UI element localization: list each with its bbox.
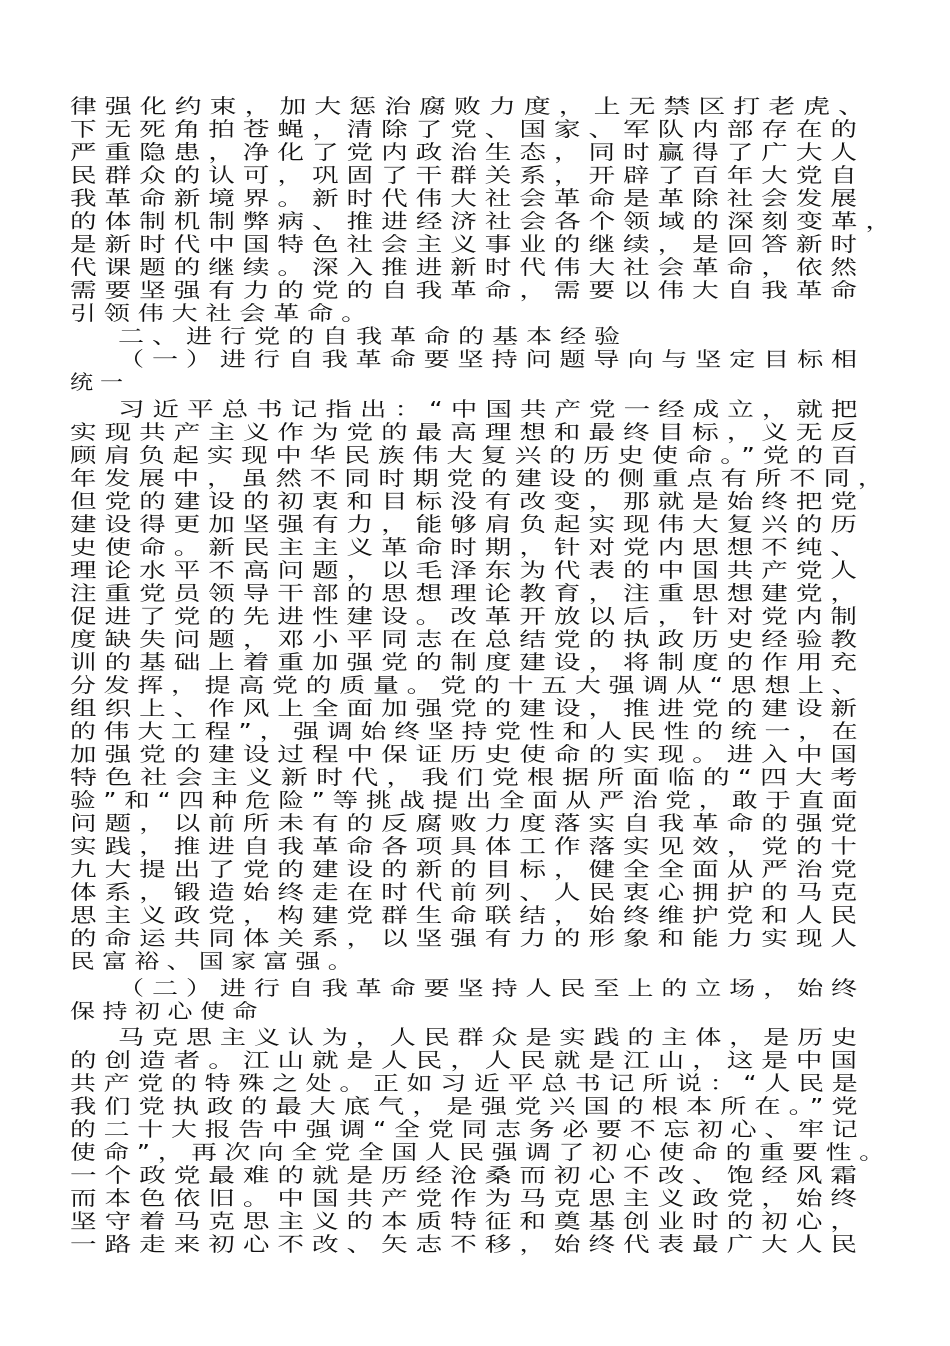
text-line: 建设得更加坚强有力，能够肩负起实现伟大复兴的历 — [70, 512, 865, 536]
text-line: 的伟大工程”，强调始终坚持党性和人民性的统一，在 — [70, 719, 866, 743]
text-line: 思主义政党，构建党群生命联结，始终维护党和人民 — [70, 903, 865, 927]
text-line: 的体制机制弊病、推进经济社会各个领域的深刻变革， — [70, 209, 900, 233]
text-line: 共产党的特殊之处。正如习近平总书记所说：“人民是 — [70, 1071, 866, 1095]
text-line: 我革命新境界。新时代伟大社会革命是革除社会发展 — [70, 186, 865, 210]
text-line: 度缺失问题，邓小平同志在总结党的执政历史经验教 — [70, 627, 865, 651]
subsection-heading: 保持初心使命 — [70, 999, 265, 1023]
text-line: 一个政党最难的就是历经沧桑而初心不改、饱经风霜 — [70, 1163, 865, 1187]
text-line: 组织上、作风上全面加强党的建设，推进党的建设新 — [70, 696, 865, 720]
text-line: 的命运共同体关系，以坚强有力的形象和能力实现人 — [70, 926, 865, 950]
text-line: 顾肩负起实现中华民族伟大复兴的历史使命。”党的百 — [70, 443, 866, 467]
text-line: 的创造者。江山就是人民，人民就是江山，这是中国 — [70, 1048, 865, 1072]
subsection-heading: （二）进行自我革命要坚持人民至上的立场，始终 — [118, 976, 865, 1000]
text-line: 一路走来初心不改、矢志不移，始终代表最广大人民 — [70, 1232, 865, 1256]
text-line: 注重党员领导干部的思想理论教育，注重思想建党， — [70, 581, 865, 605]
text-line: 九大提出了党的建设的新的目标，健全全面从严治党 — [70, 857, 865, 881]
text-line: 民富裕、国家富强。 — [70, 949, 360, 973]
section-heading: 二、进行党的自我革命的基本经验 — [118, 324, 628, 348]
text-line: 体系，锻造始终走在时代前列、人民衷心拥护的马克 — [70, 880, 865, 904]
text-line: 年发展中，虽然不同时期党的建设的侧重点有所不同， — [70, 466, 892, 490]
text-line: 加强党的建设过程中保证历史使命的实现。进入中国 — [70, 742, 865, 766]
text-line: 分发挥，提高党的质量。党的十五大强调从“思想上、 — [70, 673, 866, 697]
text-line: 实现共产主义作为党的最高理想和最终目标，义无反 — [70, 420, 865, 444]
text-line: 代课题的继续。深入推进新时代伟大社会革命，依然 — [70, 255, 865, 279]
text-line: 的二十大报告中强调“全党同志务必要不忘初心、牢记 — [70, 1117, 866, 1141]
text-line: 下无死角拍苍蝇，清除了党、国家、军队内部存在的 — [70, 117, 865, 141]
text-line: 我们党执政的最大底气，是强党兴国的根本所在。”党 — [70, 1094, 866, 1118]
text-line: 验”和“四种危险”等挑战提出全面从严治党，敢于直面 — [70, 788, 866, 812]
text-line: 引领伟大社会革命。 — [70, 301, 375, 325]
text-line: 问题，以前所未有的反腐败力度落实自我革命的强党 — [70, 811, 865, 835]
subsection-heading: 统一 — [70, 370, 130, 394]
text-line: 但党的建设的初衷和目标没有改变，那就是始终把党 — [70, 489, 865, 513]
text-line: 马克思主义认为，人民群众是实践的主体，是历史 — [118, 1025, 865, 1049]
subsection-heading: （一）进行自我革命要坚持问题导向与坚定目标相 — [118, 347, 865, 371]
text-line: 严重隐患，净化了党内政治生态，同时赢得了广大人 — [70, 140, 865, 164]
text-line: 坚守着马克思主义的本质特征和奠基创业时的初心， — [70, 1209, 865, 1233]
text-line: 促进了党的先进性建设。改革开放以后，针对党内制 — [70, 604, 865, 628]
text-line: 律强化约束，加大惩治腐败力度，上无禁区打老虎、 — [70, 94, 873, 118]
text-line: 特色社会主义新时代，我们党根据所面临的“四大考 — [70, 765, 866, 789]
text-line: 史使命。新民主主义革命时期，针对党内思想不纯、 — [70, 535, 865, 559]
text-line: 习近平总书记指出：“中国共产党一经成立，就把 — [118, 397, 866, 421]
text-line: 训的基础上着重加强党的制度建设，将制度的作用充 — [70, 650, 865, 674]
text-line: 实践，推进自我革命各项具体工作落实见效，党的十 — [70, 834, 865, 858]
text-line: 使命”，再次向全党全国人民强调了初心使命的重要性。 — [70, 1140, 893, 1164]
text-line: 是新时代中国特色社会主义事业的继续，是回答新时 — [70, 232, 865, 256]
text-line: 民群众的认可，巩固了干群关系，开辟了百年大党自 — [70, 163, 865, 187]
text-line: 理论水平不高问题，以毛泽东为代表的中国共产党人 — [70, 558, 865, 582]
text-line: 而本色依旧。中国共产党作为马克思主义政党，始终 — [70, 1186, 865, 1210]
text-line: 需要坚强有力的党的自我革命，需要以伟大自我革命 — [70, 278, 865, 302]
